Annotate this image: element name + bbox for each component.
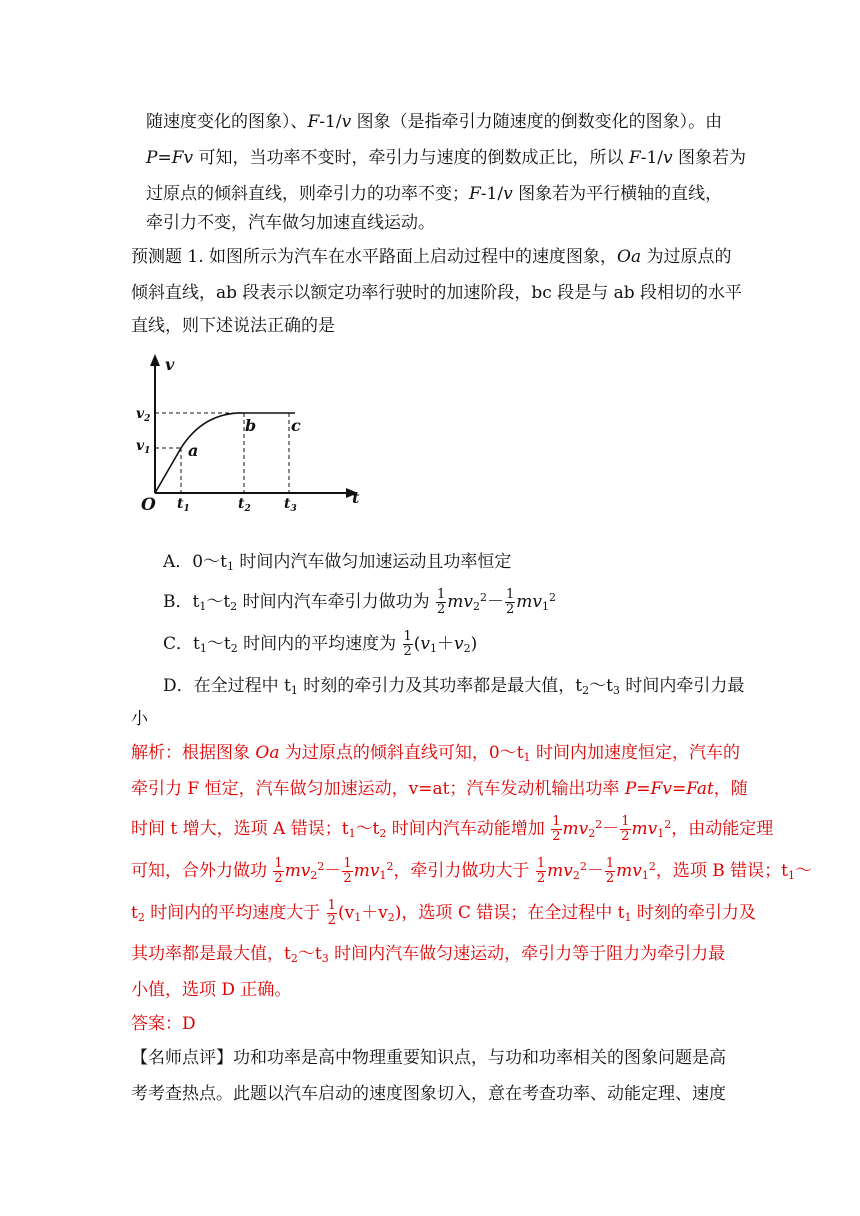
analysis-line-3: 时间 t 增大，选项 A 错误；$t_1\sim t_2$ 时间内汽车动能增加 $\frac{1}{2}$ $mv_2^2-$ $\frac{1}{2}$ $mv_1^2$，由动能定理 [131, 814, 774, 844]
comment-line-2: 考考查热点。此题以汽车启动的速度图象切入，意在考查功率、动能定理、速度 [131, 1084, 726, 1104]
option-a: A．$0\sim t_1$ 时间内汽车做匀加速运动且功率恒定 [163, 552, 512, 573]
point-b-label: b [245, 416, 257, 435]
option-d-line-2: 小 [131, 709, 148, 729]
point-a-label: a [188, 441, 199, 460]
t3-label: $t_3$ [284, 496, 297, 514]
option-c: C．$t_1\sim t_2$ 时间内的平均速度为 $\frac{1}{2}$ $(v_1+v_2)$ [163, 629, 478, 659]
v1-label: $v_1$ [136, 438, 151, 456]
analysis-line-7: 小值，选项 D 正确。 [131, 980, 292, 1000]
velocity-time-graph [124, 350, 364, 515]
intro-line-2: P=Fv 可知，当功率不变时，牵引力与速度的倒数成正比，所以 F-1/v 图象若为 [146, 148, 747, 168]
problem-line-1: 预测题 1. 如图所示为汽车在水平路面上启动过程中的速度图象，Oa 为过原点的 [131, 247, 732, 267]
point-c-label: c [291, 416, 301, 435]
analysis-line-6: 其功率都是最大值，$t_2\sim t_3$ 时间内汽车做匀速运动，牵引力等于阻力为牵引力最 [131, 944, 726, 965]
t-axis-label: t [352, 488, 360, 507]
t2-label: $t_2$ [238, 496, 251, 514]
analysis-line-1: 解析：根据图象 Oa 为过原点的倾斜直线可知，$0\sim t_1$ 时间内加速度恒定，汽车的 [131, 743, 740, 764]
intro-line-4: 牵引力不变，汽车做匀加速直线运动。 [146, 213, 435, 233]
velocity-curve [155, 413, 295, 493]
answer: 答案：D [131, 1014, 196, 1034]
v2-label: $v_2$ [136, 406, 151, 424]
intro-line-3: 过原点的倾斜直线，则牵引力的功率不变；F-1/v 图象若为平行横轴的直线， [146, 184, 723, 204]
analysis-line-5: $t_2$ 时间内的平均速度大于 $\frac{1}{2}$ $(v_1+v_2)$，选项 C 错误；在全过程中 $t_1$ 时刻的牵引力及 [131, 898, 756, 928]
problem-line-3: 直线，则下述说法正确的是 [131, 316, 335, 336]
option-d-line-1: D．在全过程中 $t_1$ 时刻的牵引力及其功率都是最大值，$t_2\sim t_3$ 时间内牵引力最 [163, 676, 745, 697]
option-b: B．$t_1\sim t_2$ 时间内汽车牵引力做功为 $\frac{1}{2}$ $mv_2^2-$ $\frac{1}{2}$ $mv_1^2$ [163, 587, 557, 617]
v-axis-label: v [165, 355, 175, 374]
v-axis-arrow [150, 354, 160, 366]
t1-label: $t_1$ [177, 496, 190, 514]
comment-line-1: 【名师点评】功和功率是高中物理重要知识点，与功和功率相关的图象问题是高 [131, 1048, 726, 1068]
problem-line-2: 倾斜直线，ab 段表示以额定功率行驶时的加速阶段，bc 段是与 ab 段相切的水平 [131, 283, 743, 303]
origin-label: O [141, 495, 156, 515]
analysis-line-4: 可知，合外力做功 $\frac{1}{2}$ $mv_2^2-$ $\frac{1}{2}$ $mv_1^2$，牵引力做功大于 $\frac{1}{2}$ $mv_2^2-$ $\frac{1}{2}$ $mv_1^2$，选项 B 错误；$t_1\sim$ [131, 856, 813, 886]
intro-line-1: 随速度变化的图象）、F-1/v 图象（是指牵引力随速度的倒数变化的图象）。由 [146, 112, 723, 132]
analysis-line-2: 牵引力 F 恒定，汽车做匀加速运动，v=at；汽车发动机输出功率 P=Fv=Fat，随 [131, 779, 748, 799]
